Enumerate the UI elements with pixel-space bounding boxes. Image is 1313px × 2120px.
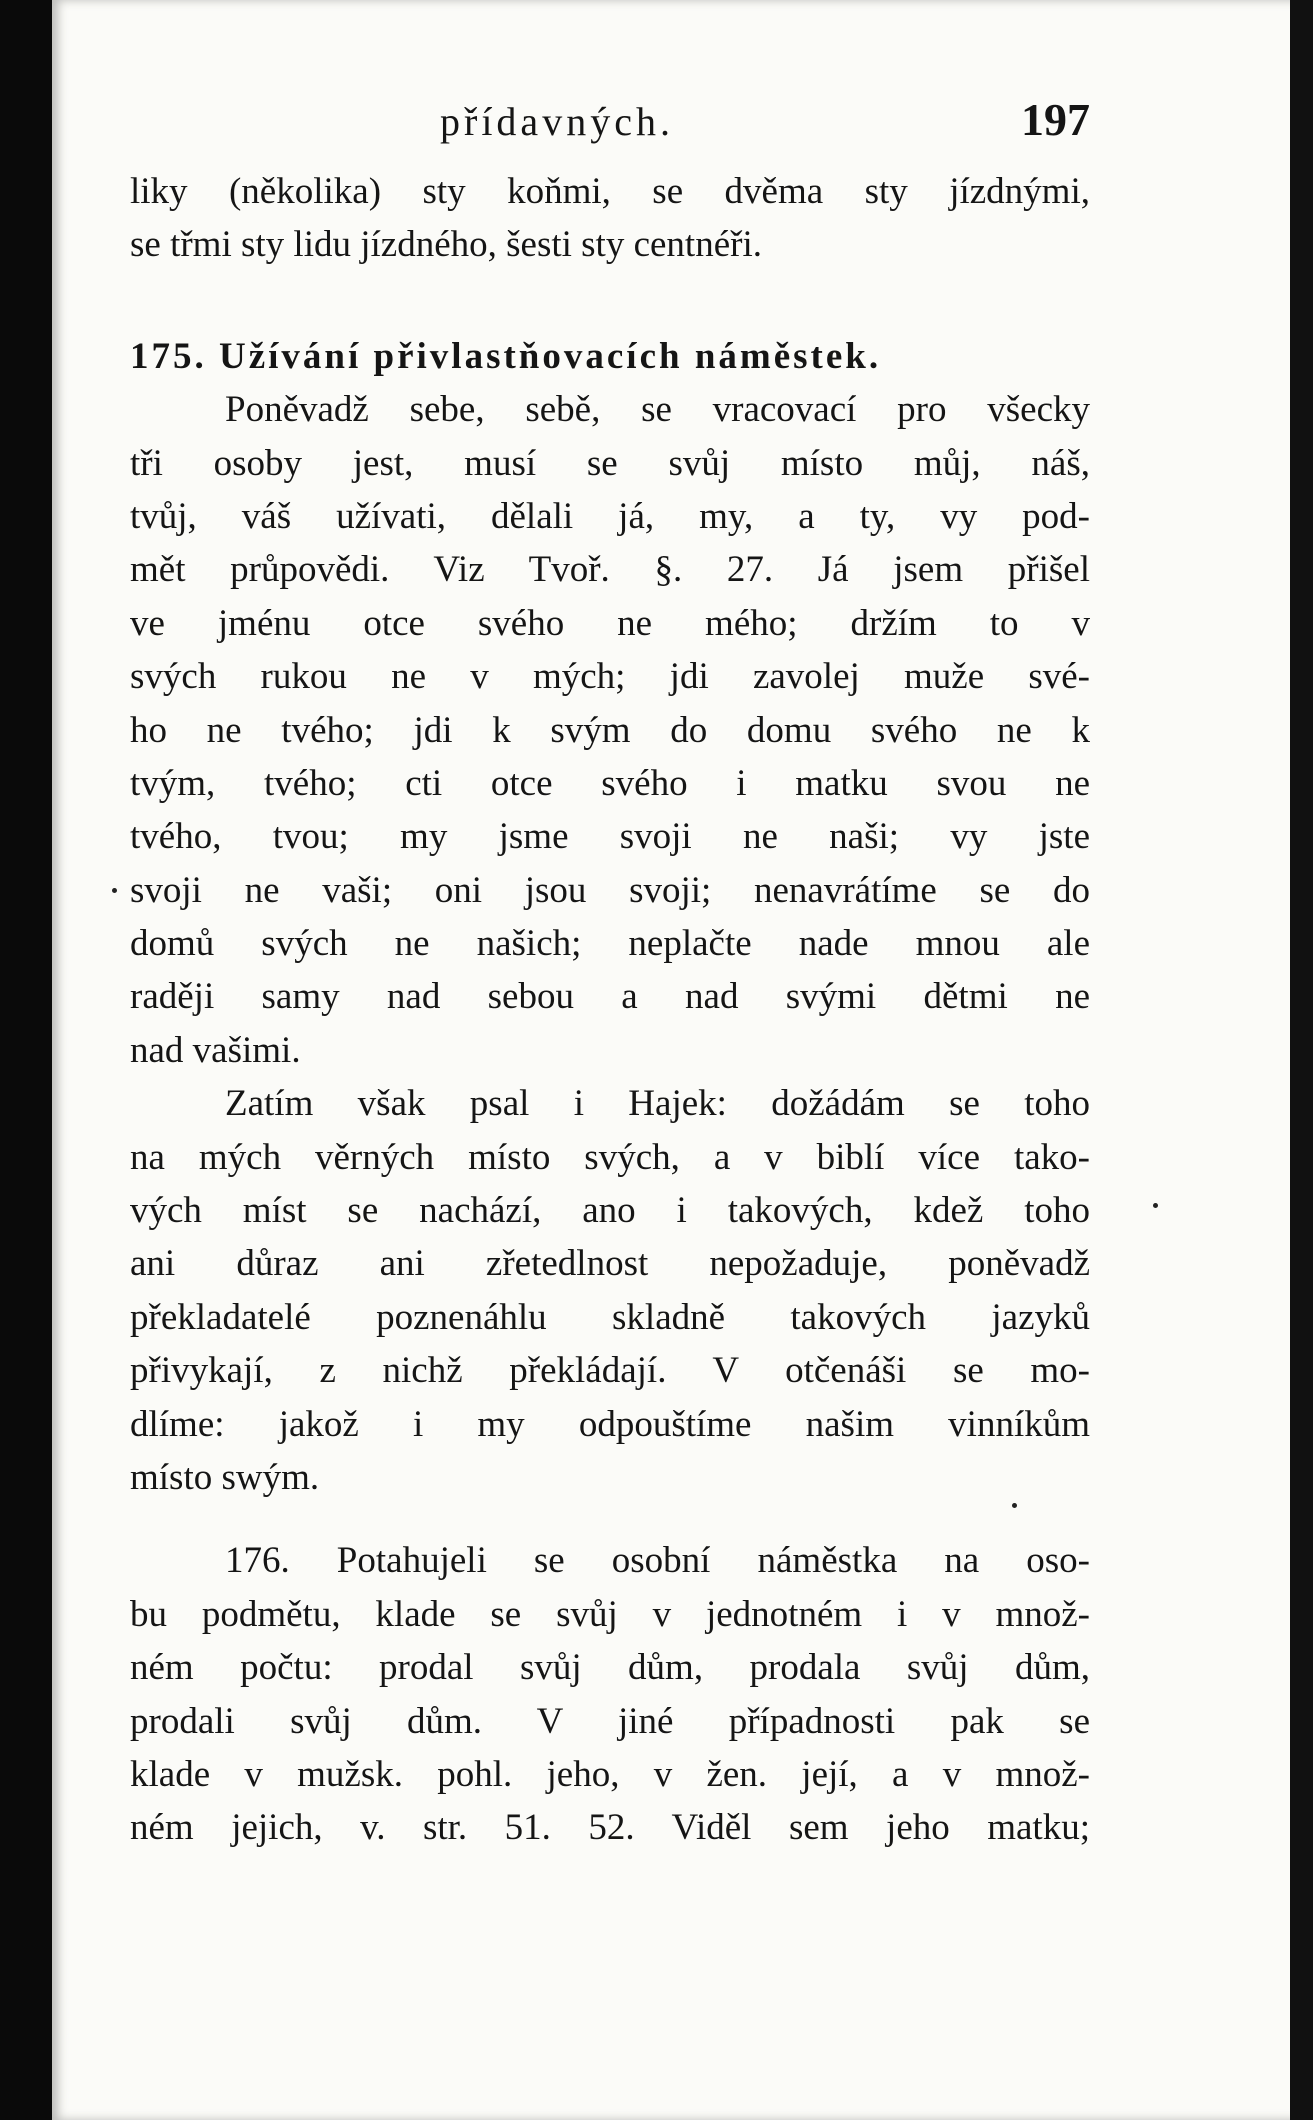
text-line: vých míst se nachází, ano i takových, kdež toho <box>130 1190 1090 1232</box>
text-line: ném počtu: prodal svůj dům, prodala svůj dům, <box>130 1647 1090 1689</box>
text-line: ani důraz ani zřetedlnost nepožaduje, poněvadž <box>130 1243 1090 1285</box>
text-line: bu podmětu, klade se svůj v jednotném i v množ- <box>130 1593 1090 1635</box>
text-line: Poněvadž sebe, sebě, se vracovací pro všecky <box>225 389 1090 431</box>
text-line: tři osoby jest, musí se svůj místo můj, náš, <box>130 442 1090 484</box>
section-gap <box>130 272 1090 330</box>
text-line: Zatím však psal i Hajek: dožádám se toho <box>225 1083 1090 1125</box>
text-line: svých rukou ne v mých; jdi zavolej muže své- <box>130 656 1090 698</box>
text-line: překladatelé poznenáhlu skladně takových jazyků <box>130 1296 1090 1338</box>
text-line: svoji ne vaši; oni jsou svoji; nenavrátíme se do <box>130 869 1090 911</box>
text-line: raději samy nad sebou a nad svými dětmi ne <box>130 976 1090 1018</box>
page-header <box>130 95 1090 155</box>
text-line: domů svých ne našich; neplačte nade mnou ale <box>130 923 1090 965</box>
page-text <box>130 95 1090 1855</box>
text-line: tvým, tvého; cti otce svého i matku svou ne <box>130 762 1090 804</box>
text-line: dlíme: jakož i my odpouštíme našim vinníkům <box>130 1403 1090 1445</box>
page-edge <box>1290 0 1313 2120</box>
print-speck <box>1153 1203 1158 1208</box>
text-line: 176. Potahujeli se osobní náměstka na oso- <box>225 1540 1090 1582</box>
text-line: ho ne tvého; jdi k svým do domu svého ne k <box>130 709 1090 751</box>
text-line: liky (několika) sty koňmi, se dvěma sty jízdnými, <box>130 171 1090 212</box>
text-line: tvůj, váš užívati, dělali já, my, a ty, vy pod- <box>130 495 1090 537</box>
text-line: přivykají, z nichž překládají. V otčenáši se mo- <box>130 1350 1090 1392</box>
text-line: na mých věrných místo svých, a v biblí více tako- <box>130 1136 1090 1178</box>
print-speck <box>112 888 117 893</box>
text-line: ve jménu otce svého ne mého; držím to v <box>130 602 1090 644</box>
running-head: přídavných. <box>440 99 674 144</box>
text-line: prodali svůj dům. V jiné případnosti pak se <box>130 1700 1090 1742</box>
text-line: ném jejich, v. str. 51. 52. Viděl sem jeho matku; <box>130 1807 1090 1849</box>
page-number: 197 <box>1021 94 1090 145</box>
section-gap <box>130 1504 1090 1534</box>
text-line: klade v mužsk. pohl. jeho, v žen. její, a v množ- <box>130 1753 1090 1795</box>
section-heading: 175. Užívání přivlastňovacích náměstek. <box>130 335 882 377</box>
text-line: tvého, tvou; my jsme svoji ne naši; vy jste <box>130 816 1090 858</box>
print-speck <box>1012 1503 1017 1508</box>
text-line: nad vašimi. <box>130 1029 301 1071</box>
text-line: se třmi sty lidu jízdného, šesti sty centnéři. <box>130 224 762 266</box>
text-line: místo swým. <box>130 1456 320 1498</box>
text-line: mět průpovědi. Viz Tvoř. §. 27. Já jsem přišel <box>130 549 1090 591</box>
